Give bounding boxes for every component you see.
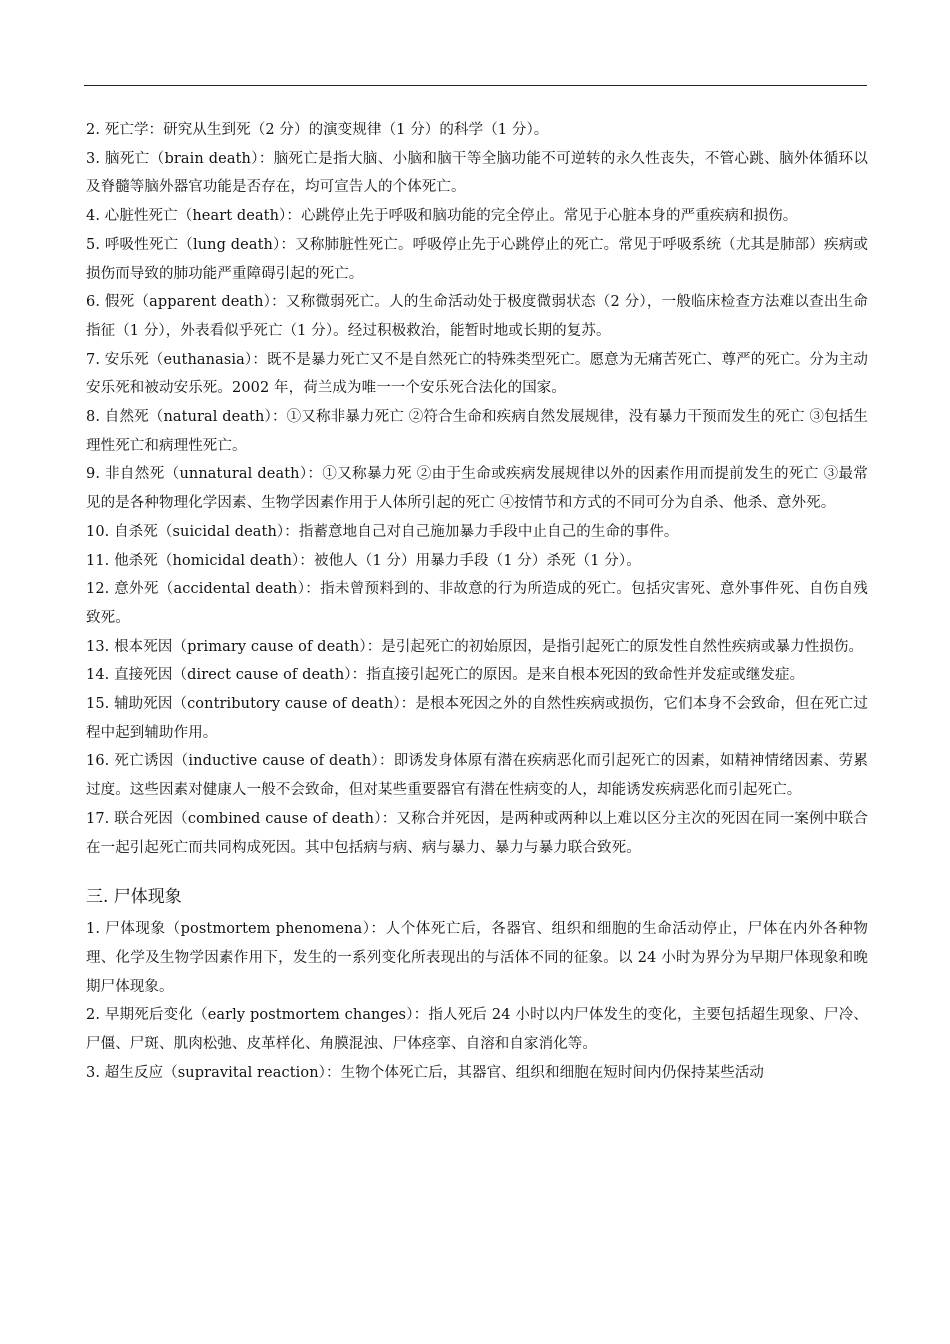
definition-item-13: 13. 根本死因（primary cause of death）：是引起死亡的初始原因，是指引起死亡的原发性自然性疾病或暴力性损伤。 [86, 638, 864, 655]
document-body [86, 116, 868, 1088]
postmortem-item-2: 2. 早期死后变化（early postmortem changes）：指人死后 24 小时以内尸体发生的变化，主要包括超生现象、尸冷、尸僵、尸斑、肌肉松弛、皮革样化、角膜混浊、尸体痉挛、自溶和自家消化等。 [86, 1007, 868, 1053]
definition-item-2: 2. 死亡学：研究从生到死（2 分）的演变规律（1 分）的科学（1 分）。 [86, 122, 549, 138]
definition-item-3: 3. 脑死亡（brain death）：脑死亡是指大脑、小脑和脑干等全脑功能不可逆转的永久性丧失，不管心跳、脑外体循环以及脊髓等脑外器官功能是否存在，均可宣告人的个体死亡。 [86, 150, 868, 196]
section-heading-postmortem-phenomena: 三. 尸体现象 [86, 887, 182, 908]
definition-item-4: 4. 心脏性死亡（heart death）：心跳停止先于呼吸和脑功能的完全停止。常见于心脏本身的严重疾病和损伤。 [86, 208, 798, 225]
definition-item-9: 9. 非自然死（unnatural death）：①又称暴力死 ②由于生命或疾病发展规律以外的因素作用而提前发生的死亡 ③最常见的是各种物理化学因素、生物学因素作用于人体所引起的死亡 ④按情节和方式的不同可分为自杀、他杀、意外死。 [86, 466, 868, 512]
postmortem-item-3: 3. 超生反应（supravital reaction）：生物个体死亡后，其器官、组织和细胞在短时间内仍保持某些活动 [86, 1064, 764, 1081]
definition-item-6: 6. 假死（apparent death）：又称微弱死亡。人的生命活动处于极度微弱状态（2 分），一般临床检查方法难以查出生命指征（1 分），外表看似乎死亡（1 分）。经过积极救治，能暂时地或长期的复苏。 [86, 294, 868, 339]
definition-item-16: 16. 死亡诱因（inductive cause of death）：即诱发身体原有潜在疾病恶化而引起死亡的因素，如精神情绪因素、劳累过度。这些因素对健康人一般不会致命，但对某些重要器官有潜在性病变的人，却能诱发疾病恶化而引起死亡。 [86, 753, 868, 799]
postmortem-item-1: 1. 尸体现象（postmortem phenomena）：人个体死亡后，各器官、组织和细胞的生命活动停止，尸体在内外各种物理、化学及生物学因素作用下，发生的一系列变化所表现出的与活体不同的征象。以 24 小时为界分为早期尸体现象和晚期尸体现象。 [86, 921, 868, 995]
definition-item-5: 5. 呼吸性死亡（lung death）：又称肺脏性死亡。呼吸停止先于心跳停止的死亡。常见于呼吸系统（尤其是肺部）疾病或损伤而导致的肺功能严重障碍引起的死亡。 [86, 236, 868, 282]
definition-item-11: 11. 他杀死（homicidal death）：被他人（1 分）用暴力手段（1 分）杀死（1 分）。 [86, 552, 641, 569]
definition-item-17: 17. 联合死因（combined cause of death）：又称合并死因，是两种或两种以上难以区分主次的死因在同一案例中联合在一起引起死亡而共同构成死因。其中包括病与病、病与暴力、暴力与暴力联合致死。 [86, 810, 868, 856]
header-rule [84, 85, 867, 86]
definition-item-10: 10. 自杀死（suicidal death）：指蓄意地自己对自己施加暴力手段中止自己的生命的事件。 [86, 523, 679, 540]
definition-item-7: 7. 安乐死（euthanasia）：既不是暴力死亡又不是自然死亡的特殊类型死亡。愿意为无痛苦死亡、尊严的死亡。分为主动安乐死和被动安乐死。2002 年，荷兰成为唯一一个安乐死合法化的国家。 [86, 351, 868, 397]
definition-item-14: 14. 直接死因（direct cause of death）：指直接引起死亡的原因。是来自根本死因的致命性并发症或继发症。 [86, 667, 805, 684]
definition-item-12: 12. 意外死（accidental death）：指未曾预料到的、非故意的行为所造成的死亡。包括灾害死、意外事件死、自伤自残致死。 [86, 581, 868, 626]
definition-item-8: 8. 自然死（natural death）：①又称非暴力死亡 ②符合生命和疾病自然发展规律，没有暴力干预而发生的死亡 ③包括生理性死亡和病理性死亡。 [86, 409, 868, 454]
definition-item-15: 15. 辅助死因（contributory cause of death）：是根本死因之外的自然性疾病或损伤，它们本身不会致命，但在死亡过程中起到辅助作用。 [86, 696, 868, 741]
